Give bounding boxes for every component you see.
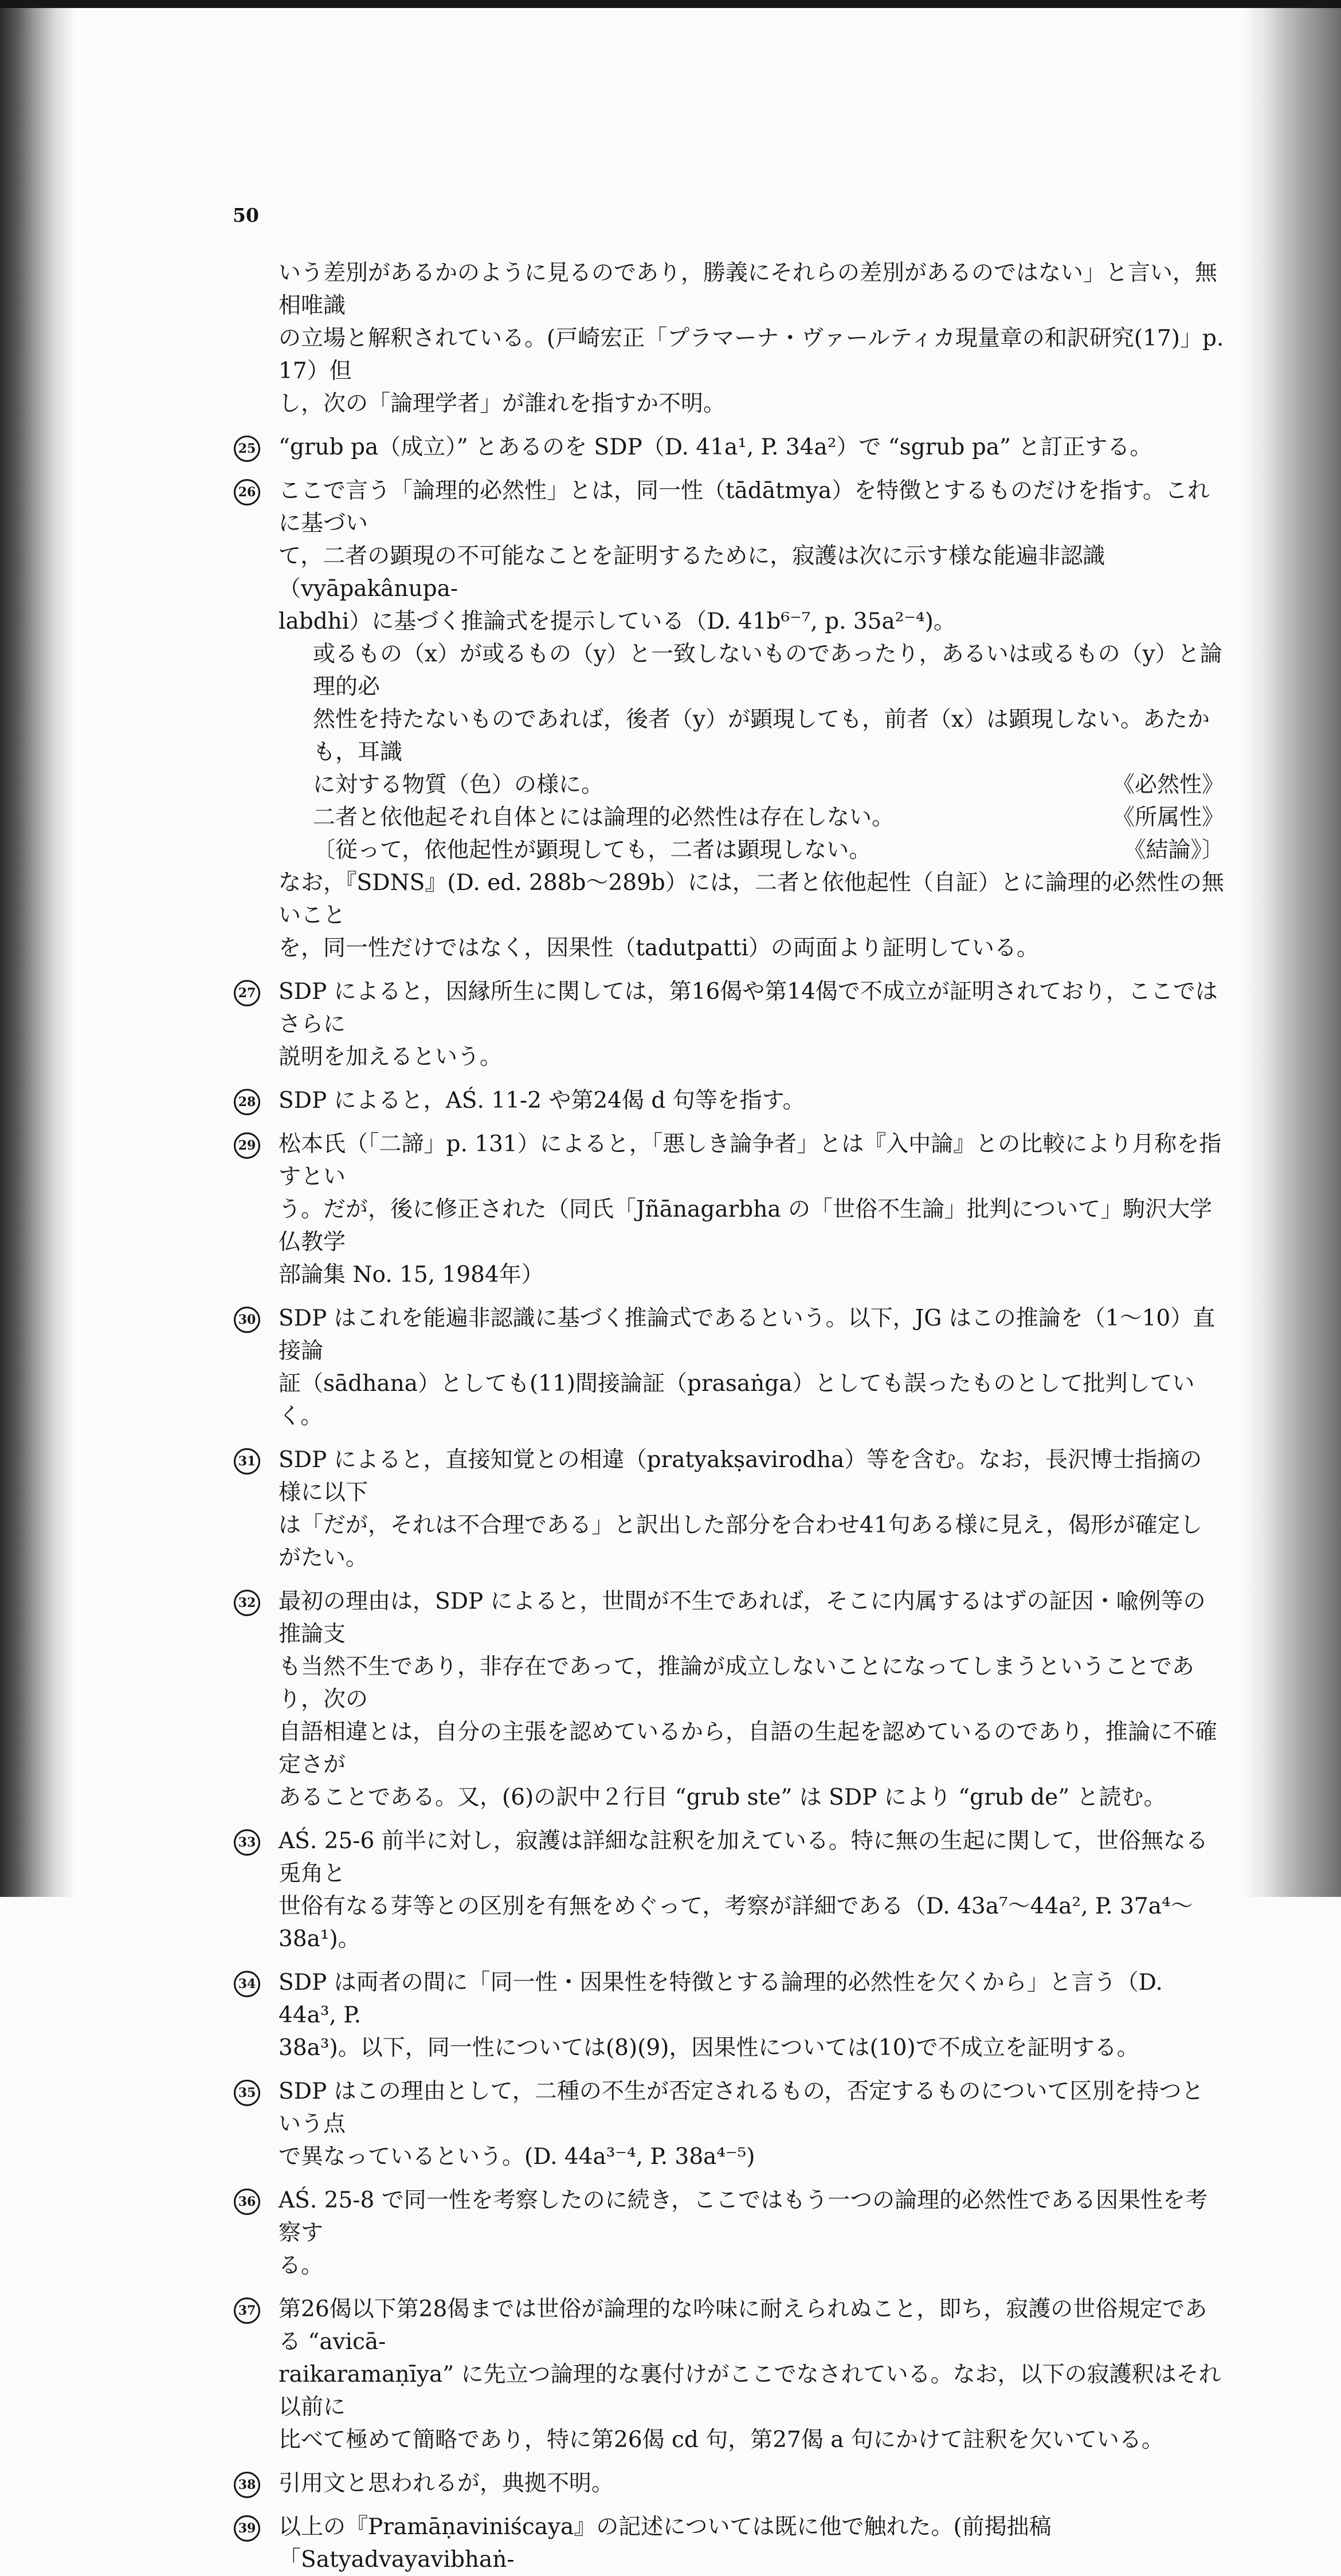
text-line: いう差別があるかのように見るのであり，勝義にそれらの差別があるのではない」と言い，無相唯識 [279, 260, 1218, 319]
text-line: SDP はこれを能遍非認識に基づく推論式であるという。以下，JG はこの推論を（1～10）直接論 [279, 1305, 1215, 1364]
notes-body [233, 257, 1224, 2576]
text-line: SDP は両者の間に「同一性・因果性を特徴とする論理的必然性を欠くから」と言う（D. 44a³, P. [279, 1970, 1163, 2028]
text-line: の立場と解釈されている。(戸崎宏正「プラマーナ・ヴァールティカ現量章の和訳研究(17)」p. 17）但 [279, 326, 1224, 384]
scan-right-edge-shadow [1244, 8, 1341, 1897]
note-number: 39 [234, 2515, 260, 2542]
intro-paragraph [233, 257, 1224, 420]
endnote-38 [233, 2467, 1224, 2500]
quote-tag: 《所属性》 [1112, 805, 1224, 830]
text-line: し，次の「論理学者」が誰れを指すか不明。 [279, 391, 726, 417]
quote-text: 然性を持たないものであれば，後者（y）が顕現しても，前者（x）は顕現しない。あたかも，耳識 [313, 707, 1210, 765]
endnote-34 [233, 1966, 1224, 2064]
note-number: 31 [234, 1448, 260, 1475]
note-number: 38 [234, 2472, 260, 2498]
text-line: 最初の理由は，SDP によると，世間が不生であれば，そこに内属するはずの証因・喩例等の推論支 [279, 1589, 1206, 1647]
endnote-37 [233, 2293, 1224, 2456]
note-number: 34 [234, 1971, 260, 1997]
text-line: 第26偈以下第28偈までは世俗が論理的な吟味に耐えられぬこと，即ち，寂護の世俗規定である “avicā- [279, 2296, 1207, 2355]
text-line: 証（sādhana）としても(11)間接論証（prasaṅga）としても誤ったものとして批判していく。 [279, 1371, 1195, 1429]
quote-text: 或るもの（x）が或るもの（y）と一致しないものであったり，あるいは或るもの（y）と論理的必 [313, 641, 1222, 700]
endnote-30 [233, 1302, 1224, 1433]
text-line: SDP によると，AŚ. 11-2 や第24偈 d 句等を指す。 [279, 1088, 805, 1113]
text-line: ここで言う「論理的必然性」とは，同一性（tādātmya）を特徴とするものだけを指す。これに基づい [279, 478, 1210, 536]
scan-top-border [0, 0, 1341, 8]
text-line: labdhi）に基づく推論式を提示している（D. 41b⁶⁻⁷, p. 35a²⁻⁴)。 [279, 609, 956, 634]
text-line: あることである。又，(6)の訳中２行目 “grub ste” は SDP により “grub de” と読む。 [279, 1785, 1166, 1810]
endnote-27 [233, 975, 1224, 1073]
text-line: raikaramaṇīya” に先立つ論理的な裏付けがここでなされている。なお，以下の寂護釈はそれ以前に [279, 2362, 1221, 2420]
note-number: 25 [234, 436, 260, 462]
page-number: 50 [233, 204, 259, 226]
quote-line [313, 638, 1224, 703]
text-line: 説明を加えるという。 [279, 1044, 503, 1070]
quote-tag: 《必然性》 [1112, 772, 1224, 798]
quote-line [313, 801, 1224, 834]
text-line: は「だが，それは不合理である」と訳出した部分を合わせ41句ある様に見え，偈形が確定しがたい。 [279, 1512, 1202, 1571]
quote-text: に対する物質（色）の様に。 [313, 772, 604, 798]
endnote-31 [233, 1444, 1224, 1574]
text-line: で異なっているという。(D. 44a³⁻⁴, P. 38a⁴⁻⁵) [279, 2144, 755, 2170]
text-line: を，同一性だけではなく，因果性（tadutpatti）の両面より証明している。 [279, 935, 1039, 961]
note-26-continuation [233, 866, 1224, 964]
endnote-35 [233, 2075, 1224, 2173]
text-line: AŚ. 25-8 で同一性を考察したのに続き，ここではもう一つの論理的必然性である因果性を考察す [279, 2187, 1208, 2246]
note-number: 28 [234, 1089, 260, 1115]
endnote-28 [233, 1084, 1224, 1117]
quote-line [313, 834, 1224, 866]
text-line: 38a³)。以下，同一性については(8)(9)，因果性については(10)で不成立を証明する。 [279, 2035, 1139, 2061]
quote-line [313, 703, 1224, 769]
note-number: 26 [234, 479, 260, 505]
text-line: る。 [279, 2253, 324, 2279]
text-line: 世俗有なる芽等との区別を有無をめぐって，考察が詳細である（D. 43a⁷～44a², P. 37a⁴～38a¹)。 [279, 1893, 1193, 1952]
text-line: “grub pa（成立）” とあるのを SDP（D. 41a¹, P. 34a²）で “sgrub pa” と訂正する。 [279, 434, 1152, 460]
endnote-36 [233, 2184, 1224, 2282]
endnote-39 [233, 2511, 1224, 2576]
text-line: AŚ. 25-6 前半に対し，寂護は詳細な註釈を加えている。特に無の生起に関して，世俗無なる兎角と [279, 1828, 1208, 1887]
note-number: 35 [234, 2080, 260, 2106]
endnote-25 [233, 431, 1224, 464]
text-line: 引用文と思われるが，典拠不明。 [279, 2471, 614, 2496]
endnote-33 [233, 1825, 1224, 1955]
text-line: 松本氏（「二諦」p. 131）によると，「悪しき論争者」とは『入中論』との比較により月称を指すとい [279, 1131, 1222, 1190]
note-number: 37 [234, 2297, 260, 2324]
text-line: 以上の『Pramāṇaviniścaya』の記述については既に他で触れた。(前掲拙稿「Satyadvayavibhaṅ- [279, 2514, 1052, 2573]
endnote-29 [233, 1128, 1224, 1291]
text-line: SDP はこの理由として，二種の不生が否定されるもの，否定するものについて区別を持つという点 [279, 2079, 1204, 2137]
quote-tag: 《結論》〕 [1123, 837, 1224, 863]
syllogism-quote [233, 638, 1224, 866]
text-line: 自語相違とは，自分の主張を認めているから，自語の生起を認めているのであり，推論に不確定さが [279, 1719, 1218, 1778]
text-line: SDP によると，直接知覚との相違（pratyakṣavirodha）等を含む。なお，長沢博士指摘の様に以下 [279, 1447, 1202, 1505]
scan-left-edge-shadow [0, 8, 74, 1897]
endnote-26 [233, 475, 1224, 638]
note-number: 32 [234, 1590, 260, 1616]
note-number: 29 [234, 1132, 260, 1159]
text-line: 比べて極めて簡略であり，特に第26偈 cd 句，第27偈 a 句にかけて註釈を欠いている。 [279, 2427, 1164, 2453]
quote-text: 二者と依他起それ自体とには論理的必然性は存在しない。 [313, 805, 895, 830]
text-line: なお，『SDNS』(D. ed. 288b～289b）には，二者と依他起性（自証）とに論理的必然性の無いこと [279, 870, 1224, 928]
endnote-32 [233, 1585, 1224, 1814]
text-line: 部論集 No. 15, 1984年） [279, 1262, 544, 1288]
quote-line [313, 769, 1224, 801]
note-number: 33 [234, 1829, 260, 1856]
quote-text: 〔従って，依他起性が顕現しても，二者は顕現しない。 [313, 837, 872, 863]
text-line: SDP によると，因縁所生に関しては，第16偈や第14偈で不成立が証明されており，ここではさらに [279, 979, 1218, 1037]
note-number: 36 [234, 2189, 260, 2215]
note-number: 30 [234, 1307, 260, 1333]
text-line: て，二者の顕現の不可能なことを証明するために，寂護は次に示す様な能遍非認識（vyāpakânupa- [279, 543, 1105, 602]
text-line: も当然不生であり，非存在であって，推論が成立しないことになってしまうということであり，次の [279, 1654, 1194, 1712]
note-number: 27 [234, 980, 260, 1006]
text-line: う。だが，後に修正された（同氏「Jñānagarbha の「世俗不生論」批判について」駒沢大学仏教学 [279, 1197, 1213, 1255]
